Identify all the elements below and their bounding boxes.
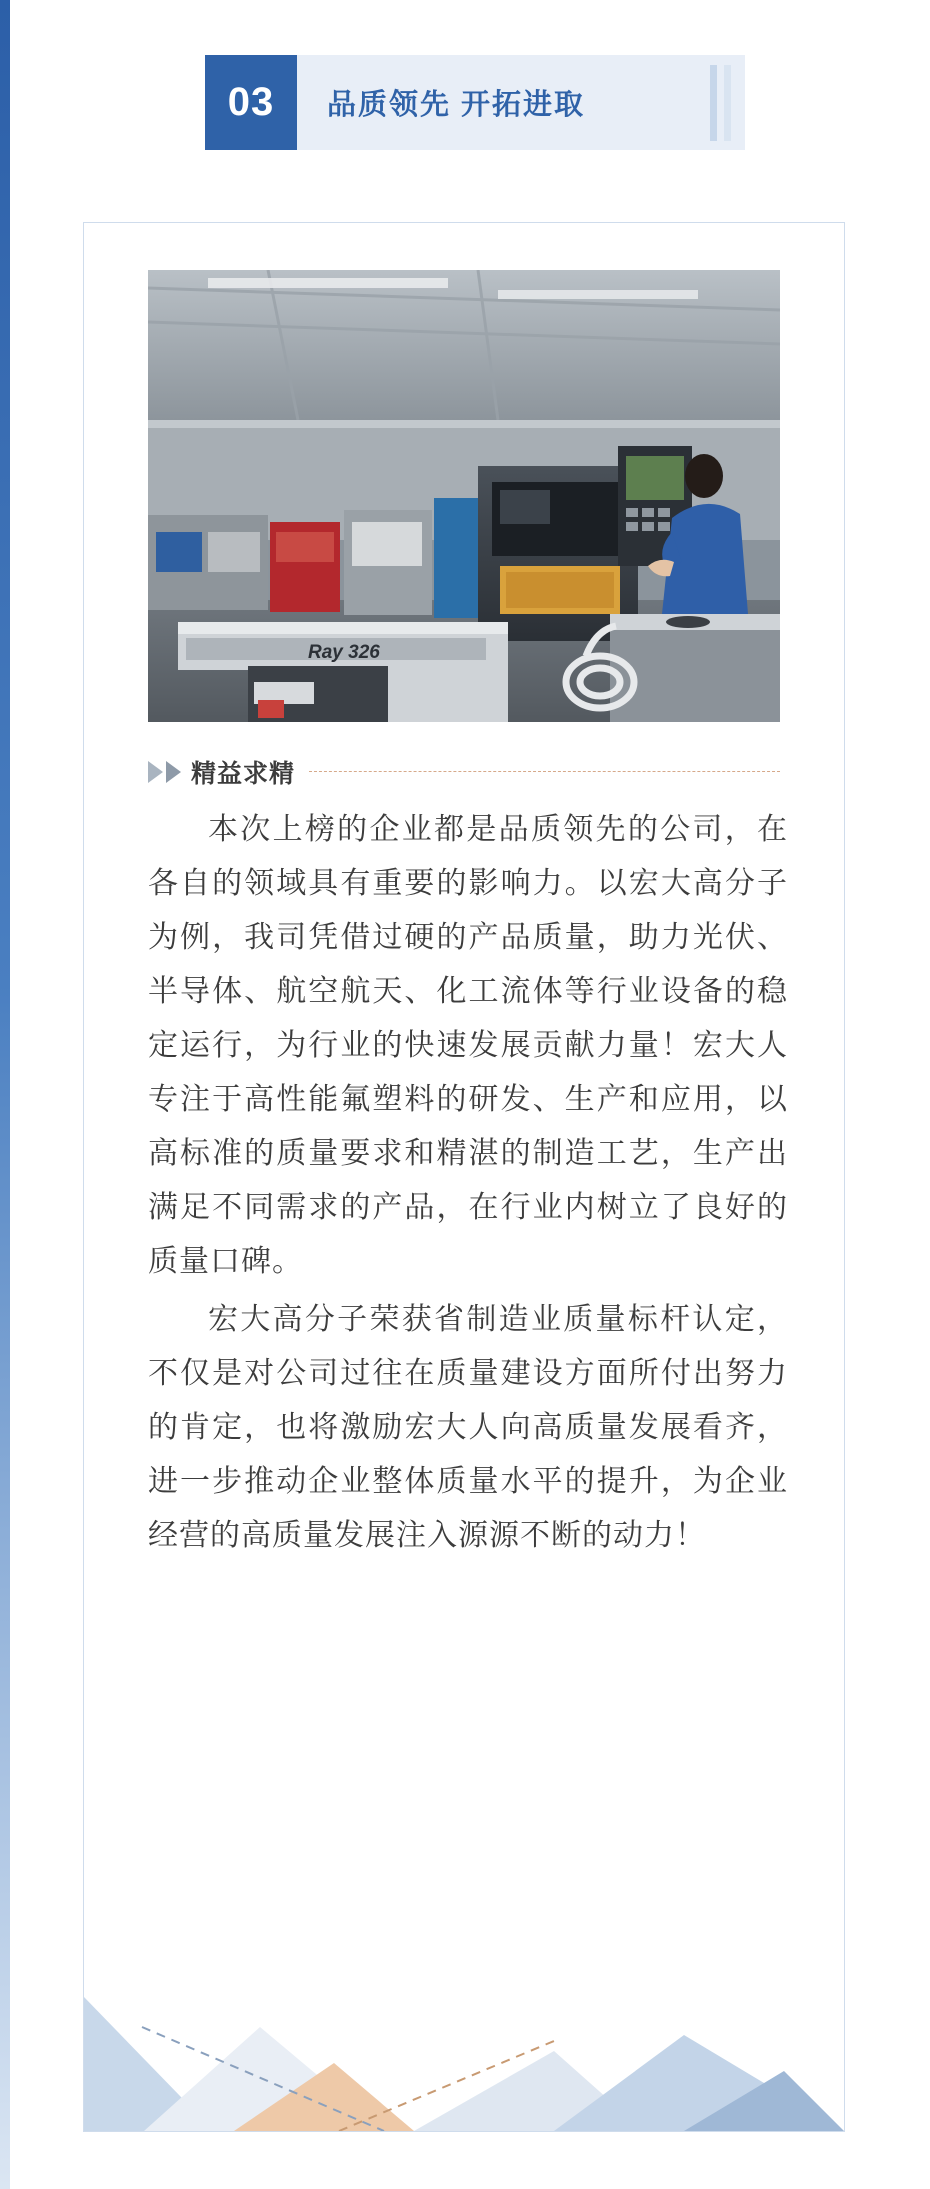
factory-photo-illustration <box>148 270 780 722</box>
subsection-divider <box>309 771 780 773</box>
paragraph-2: 宏大高分子荣获省制造业质量标杆认定，不仅是对公司过往在质量建设方面所付出努力的肯定，也将激励宏大人向高质量发展看齐，进一步推动企业整体质量水平的提升，为企业经营的高质量发展注入源源不断的动力！ <box>148 1303 788 1552</box>
header-bar-2 <box>724 65 731 141</box>
factory-photo <box>148 270 780 722</box>
content-card <box>83 222 845 2132</box>
paragraph-1: 本次上榜的企业都是品质领先的公司，在各自的领域具有重要的影响力。以宏大高分子为例，我司凭借过硬的产品质量，助力光伏、半导体、航空航天、化工流体等行业设备的稳定运行，为行业的快速发展贡献力量！宏大人专注于高性能氟塑料的研发、生产和应用，以高标准的质量要求和精湛的制造工艺，生产出满足不同需求的产品，在行业内树立了良好的质量口碑。 <box>148 813 788 1278</box>
header-bar-1 <box>710 65 717 141</box>
section-title-container <box>297 55 745 150</box>
subsection-heading <box>148 753 780 791</box>
section-header <box>205 55 745 150</box>
subsection-label: 精益求精 <box>191 760 296 788</box>
article-body <box>148 803 788 1567</box>
triangle-marker-icon <box>148 761 163 783</box>
section-title: 品质领先 开拓进取 <box>327 89 586 121</box>
bottom-decoration <box>84 1931 844 2131</box>
left-accent-rail <box>0 0 10 2189</box>
header-decorative-bars <box>710 55 731 150</box>
svg-text:Ray 326: Ray 326 <box>308 642 380 663</box>
triangle-marker-icon-2 <box>166 761 181 783</box>
section-number: 03 <box>205 55 297 150</box>
bottom-decoration-shapes <box>84 1931 844 2131</box>
